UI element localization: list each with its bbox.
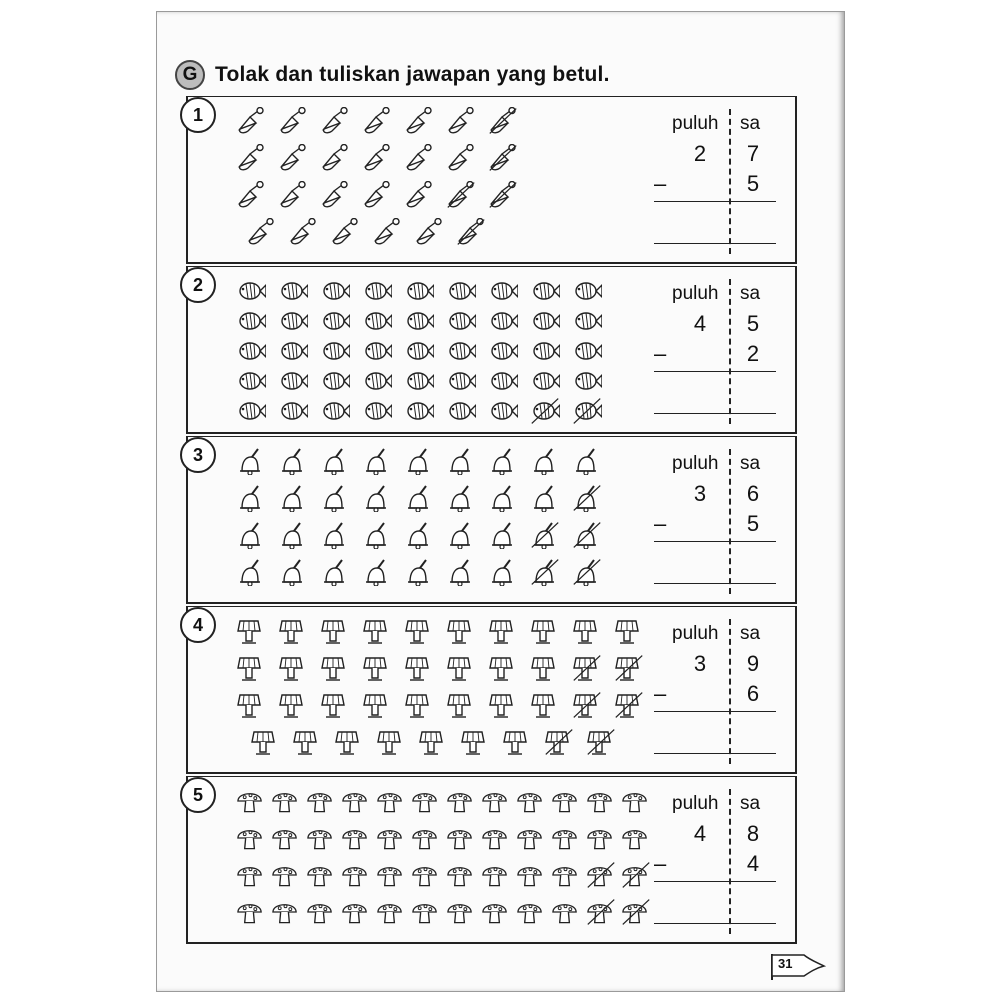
- fish-icon: [316, 275, 358, 307]
- mushroom-icon: [477, 785, 512, 817]
- hand-bell-icon: [232, 445, 274, 477]
- bell-trumpet-icon: [358, 105, 400, 137]
- question-box: [186, 436, 797, 604]
- subtraction-table: [654, 449, 780, 599]
- fish-icon: [232, 275, 274, 307]
- hand-bell-icon: [484, 556, 526, 588]
- mushroom-icon: [582, 896, 617, 928]
- picture-row: [232, 105, 526, 137]
- lamp-icon: [316, 652, 358, 684]
- mushroom-icon: [547, 859, 582, 891]
- tens-digit: 2: [693, 141, 707, 166]
- lamp-icon: [246, 726, 288, 758]
- picture-row: [232, 335, 610, 367]
- bell-trumpet-icon: [274, 179, 316, 211]
- fish-icon: [400, 335, 442, 367]
- mushroom-icon: [267, 822, 302, 854]
- lamp-icon: [442, 689, 484, 721]
- mushroom-icon: [582, 822, 617, 854]
- mushroom-icon: [442, 859, 477, 891]
- question-number: 2: [180, 267, 216, 303]
- fish-icon: [484, 395, 526, 427]
- fish-icon: [442, 335, 484, 367]
- picture-row: [232, 822, 652, 854]
- hand-bell-icon: [358, 556, 400, 588]
- bell-trumpet-icon: [400, 105, 442, 137]
- fish-icon: [274, 305, 316, 337]
- picture-row: [232, 652, 652, 684]
- mushroom-icon: [407, 896, 442, 928]
- fish-icon: [400, 275, 442, 307]
- picture-group: [232, 275, 652, 425]
- fish-icon: [358, 305, 400, 337]
- lamp-icon: [582, 726, 624, 758]
- tens-label: puluh: [672, 453, 719, 474]
- column-divider: [729, 109, 731, 254]
- hand-bell-icon: [232, 556, 274, 588]
- mushroom-icon: [372, 896, 407, 928]
- bell-trumpet-icon: [442, 105, 484, 137]
- mushroom-icon: [477, 859, 512, 891]
- hand-bell-icon: [358, 519, 400, 551]
- mushroom-icon: [617, 822, 652, 854]
- mushroom-icon: [232, 785, 267, 817]
- mushroom-icon: [337, 896, 372, 928]
- answer-line: [654, 711, 776, 712]
- ones-label: sa: [740, 623, 761, 644]
- bell-trumpet-icon: [232, 142, 274, 174]
- answer-line: [654, 371, 776, 372]
- bell-trumpet-icon: [442, 142, 484, 174]
- ones-digit: 6: [746, 481, 760, 506]
- bell-trumpet-icon: [316, 179, 358, 211]
- fish-icon: [568, 365, 610, 397]
- mushroom-icon: [582, 859, 617, 891]
- ones-digit: 8: [746, 821, 760, 846]
- question-box: [186, 96, 797, 264]
- mushroom-icon: [372, 785, 407, 817]
- bell-trumpet-icon: [484, 142, 526, 174]
- lamp-icon: [400, 689, 442, 721]
- hand-bell-icon: [400, 445, 442, 477]
- lamp-icon: [442, 652, 484, 684]
- bell-trumpet-icon: [442, 179, 484, 211]
- lamp-icon: [456, 726, 498, 758]
- bell-trumpet-icon: [316, 142, 358, 174]
- bell-trumpet-icon: [368, 216, 410, 248]
- tens-label: puluh: [672, 623, 719, 644]
- fish-icon: [484, 365, 526, 397]
- hand-bell-icon: [316, 482, 358, 514]
- lamp-icon: [400, 615, 442, 647]
- page-number: 31: [778, 956, 793, 971]
- hand-bell-icon: [316, 556, 358, 588]
- ones-digit: 9: [746, 651, 760, 676]
- lamp-icon: [498, 726, 540, 758]
- bell-trumpet-icon: [452, 216, 494, 248]
- fish-icon: [526, 305, 568, 337]
- answer-line: [654, 201, 776, 202]
- question-number: 5: [180, 777, 216, 813]
- answer-line: [654, 881, 776, 882]
- mushroom-icon: [477, 896, 512, 928]
- bell-trumpet-icon: [358, 179, 400, 211]
- mushroom-icon: [302, 822, 337, 854]
- fish-icon: [358, 395, 400, 427]
- lamp-icon: [372, 726, 414, 758]
- mushroom-icon: [582, 785, 617, 817]
- hand-bell-icon: [400, 519, 442, 551]
- ones-label: sa: [740, 283, 761, 304]
- lamp-icon: [316, 689, 358, 721]
- question-number: 4: [180, 607, 216, 643]
- lamp-icon: [414, 726, 456, 758]
- hand-bell-icon: [484, 482, 526, 514]
- hand-bell-icon: [568, 445, 610, 477]
- hand-bell-icon: [484, 519, 526, 551]
- tens-label: puluh: [672, 793, 719, 814]
- mushroom-icon: [617, 896, 652, 928]
- mushroom-icon: [442, 785, 477, 817]
- subtraction-table: [654, 619, 780, 769]
- ones-label: sa: [740, 453, 761, 474]
- lamp-icon: [610, 615, 652, 647]
- subtraction-table: [654, 109, 780, 259]
- column-divider: [729, 449, 731, 594]
- fish-icon: [526, 365, 568, 397]
- mushroom-icon: [512, 859, 547, 891]
- mushroom-icon: [372, 859, 407, 891]
- bell-trumpet-icon: [326, 216, 368, 248]
- lamp-icon: [400, 652, 442, 684]
- lamp-icon: [526, 689, 568, 721]
- page-number-flag: [764, 952, 828, 982]
- fish-icon: [232, 395, 274, 427]
- fish-icon: [400, 365, 442, 397]
- ones-digit: 7: [746, 141, 760, 166]
- picture-row: [232, 365, 610, 397]
- question-box: [186, 266, 797, 434]
- tens-digit: 4: [693, 821, 707, 846]
- lamp-icon: [316, 615, 358, 647]
- fish-icon: [274, 335, 316, 367]
- exercise-header: [175, 58, 610, 92]
- picture-row: [232, 519, 610, 551]
- fish-icon: [358, 275, 400, 307]
- hand-bell-icon: [274, 482, 316, 514]
- mushroom-icon: [547, 896, 582, 928]
- lamp-icon: [330, 726, 372, 758]
- column-divider: [729, 619, 731, 764]
- answer-line: [654, 923, 776, 924]
- minus-sign: –: [654, 511, 667, 536]
- fish-icon: [484, 305, 526, 337]
- lamp-icon: [610, 652, 652, 684]
- picture-row: [232, 142, 526, 174]
- mushroom-icon: [407, 822, 442, 854]
- fish-icon: [274, 395, 316, 427]
- hand-bell-icon: [400, 556, 442, 588]
- mushroom-icon: [442, 896, 477, 928]
- bell-trumpet-icon: [232, 179, 274, 211]
- mushroom-icon: [512, 896, 547, 928]
- picture-row: [232, 785, 652, 817]
- fish-icon: [526, 275, 568, 307]
- lamp-icon: [358, 615, 400, 647]
- mushroom-icon: [617, 859, 652, 891]
- picture-group: [232, 445, 652, 595]
- lamp-icon: [232, 689, 274, 721]
- fish-icon: [316, 335, 358, 367]
- question-box: [186, 606, 797, 774]
- mushroom-icon: [232, 822, 267, 854]
- column-divider: [729, 279, 731, 424]
- ones-label: sa: [740, 113, 761, 134]
- fish-icon: [484, 275, 526, 307]
- lamp-icon: [568, 689, 610, 721]
- fish-icon: [442, 305, 484, 337]
- lamp-icon: [232, 652, 274, 684]
- mushroom-icon: [547, 822, 582, 854]
- subtrahend-digit: 2: [746, 341, 760, 366]
- picture-row: [232, 615, 652, 647]
- mushroom-icon: [337, 822, 372, 854]
- hand-bell-icon: [526, 445, 568, 477]
- mushroom-icon: [407, 785, 442, 817]
- lamp-icon: [484, 615, 526, 647]
- picture-row: [232, 179, 526, 211]
- lamp-icon: [526, 615, 568, 647]
- question-number: 1: [180, 97, 216, 133]
- bell-trumpet-icon: [484, 105, 526, 137]
- mushroom-icon: [302, 859, 337, 891]
- exercise-instruction: Tolak dan tuliskan jawapan yang betul.: [215, 63, 610, 86]
- picture-row: [232, 556, 610, 588]
- mushroom-icon: [267, 896, 302, 928]
- mushroom-icon: [232, 896, 267, 928]
- answer-line: [654, 243, 776, 244]
- answer-line: [654, 413, 776, 414]
- picture-row: [246, 726, 624, 758]
- subtraction-table: [654, 279, 780, 429]
- picture-row: [232, 859, 652, 891]
- fish-icon: [568, 395, 610, 427]
- hand-bell-icon: [442, 556, 484, 588]
- mushroom-icon: [232, 859, 267, 891]
- hand-bell-icon: [526, 482, 568, 514]
- ones-digit: 5: [746, 311, 760, 336]
- fish-icon: [232, 365, 274, 397]
- picture-row: [232, 482, 610, 514]
- mushroom-icon: [267, 859, 302, 891]
- tens-digit: 4: [693, 311, 707, 336]
- hand-bell-icon: [442, 445, 484, 477]
- fish-icon: [274, 365, 316, 397]
- fish-icon: [316, 365, 358, 397]
- mushroom-icon: [372, 822, 407, 854]
- tens-digit: 3: [693, 481, 707, 506]
- exercise-letter-badge: G: [175, 60, 205, 90]
- bell-trumpet-icon: [274, 105, 316, 137]
- hand-bell-icon: [526, 556, 568, 588]
- mushroom-icon: [617, 785, 652, 817]
- hand-bell-icon: [274, 445, 316, 477]
- bell-trumpet-icon: [400, 179, 442, 211]
- subtrahend-digit: 4: [746, 851, 760, 876]
- mushroom-icon: [442, 822, 477, 854]
- question-number: 3: [180, 437, 216, 473]
- fish-icon: [232, 335, 274, 367]
- question-box: [186, 776, 797, 944]
- minus-sign: –: [654, 681, 667, 706]
- answer-line: [654, 583, 776, 584]
- picture-row: [232, 305, 610, 337]
- hand-bell-icon: [232, 519, 274, 551]
- picture-group: [232, 105, 652, 255]
- picture-row: [232, 275, 610, 307]
- hand-bell-icon: [442, 519, 484, 551]
- fish-icon: [526, 395, 568, 427]
- flag-icon: [764, 952, 828, 982]
- tens-digit: 3: [693, 651, 707, 676]
- fish-icon: [568, 275, 610, 307]
- mushroom-icon: [337, 785, 372, 817]
- fish-icon: [484, 335, 526, 367]
- hand-bell-icon: [358, 482, 400, 514]
- bell-trumpet-icon: [242, 216, 284, 248]
- fish-icon: [400, 305, 442, 337]
- fish-icon: [358, 365, 400, 397]
- picture-row: [232, 445, 610, 477]
- lamp-icon: [442, 615, 484, 647]
- mushroom-icon: [337, 859, 372, 891]
- picture-row: [232, 689, 652, 721]
- bell-trumpet-icon: [232, 105, 274, 137]
- mushroom-icon: [477, 822, 512, 854]
- lamp-icon: [540, 726, 582, 758]
- hand-bell-icon: [232, 482, 274, 514]
- column-divider: [729, 789, 731, 934]
- lamp-icon: [568, 615, 610, 647]
- hand-bell-icon: [316, 445, 358, 477]
- lamp-icon: [232, 615, 274, 647]
- mushroom-icon: [302, 785, 337, 817]
- mushroom-icon: [547, 785, 582, 817]
- bell-trumpet-icon: [410, 216, 452, 248]
- fish-icon: [442, 275, 484, 307]
- minus-sign: –: [654, 851, 667, 876]
- lamp-icon: [288, 726, 330, 758]
- subtrahend-digit: 5: [746, 511, 760, 536]
- fish-icon: [358, 335, 400, 367]
- fish-icon: [442, 395, 484, 427]
- hand-bell-icon: [442, 482, 484, 514]
- ones-label: sa: [740, 793, 761, 814]
- lamp-icon: [568, 652, 610, 684]
- bell-trumpet-icon: [400, 142, 442, 174]
- hand-bell-icon: [358, 445, 400, 477]
- bell-trumpet-icon: [484, 179, 526, 211]
- hand-bell-icon: [274, 519, 316, 551]
- fish-icon: [400, 395, 442, 427]
- lamp-icon: [610, 689, 652, 721]
- mushroom-icon: [512, 785, 547, 817]
- fish-icon: [526, 335, 568, 367]
- mushroom-icon: [267, 785, 302, 817]
- lamp-icon: [274, 689, 316, 721]
- hand-bell-icon: [484, 445, 526, 477]
- bell-trumpet-icon: [316, 105, 358, 137]
- subtrahend-digit: 6: [746, 681, 760, 706]
- hand-bell-icon: [568, 519, 610, 551]
- picture-row: [232, 896, 652, 928]
- hand-bell-icon: [316, 519, 358, 551]
- hand-bell-icon: [568, 482, 610, 514]
- lamp-icon: [358, 652, 400, 684]
- minus-sign: –: [654, 171, 667, 196]
- answer-line: [654, 541, 776, 542]
- mushroom-icon: [512, 822, 547, 854]
- fish-icon: [442, 365, 484, 397]
- tens-label: puluh: [672, 283, 719, 304]
- bell-trumpet-icon: [358, 142, 400, 174]
- subtraction-table: [654, 789, 780, 939]
- fish-icon: [568, 335, 610, 367]
- lamp-icon: [274, 615, 316, 647]
- subtrahend-digit: 5: [746, 171, 760, 196]
- fish-icon: [316, 395, 358, 427]
- fish-icon: [274, 275, 316, 307]
- picture-row: [232, 395, 610, 427]
- picture-group: [232, 785, 652, 935]
- fish-icon: [232, 305, 274, 337]
- bell-trumpet-icon: [274, 142, 316, 174]
- hand-bell-icon: [526, 519, 568, 551]
- tens-label: puluh: [672, 113, 719, 134]
- lamp-icon: [526, 652, 568, 684]
- lamp-icon: [484, 689, 526, 721]
- mushroom-icon: [407, 859, 442, 891]
- bell-trumpet-icon: [284, 216, 326, 248]
- answer-line: [654, 753, 776, 754]
- hand-bell-icon: [400, 482, 442, 514]
- picture-row: [242, 216, 494, 248]
- lamp-icon: [274, 652, 316, 684]
- hand-bell-icon: [568, 556, 610, 588]
- fish-icon: [316, 305, 358, 337]
- minus-sign: –: [654, 341, 667, 366]
- hand-bell-icon: [274, 556, 316, 588]
- lamp-icon: [484, 652, 526, 684]
- lamp-icon: [358, 689, 400, 721]
- fish-icon: [568, 305, 610, 337]
- mushroom-icon: [302, 896, 337, 928]
- picture-group: [232, 615, 652, 765]
